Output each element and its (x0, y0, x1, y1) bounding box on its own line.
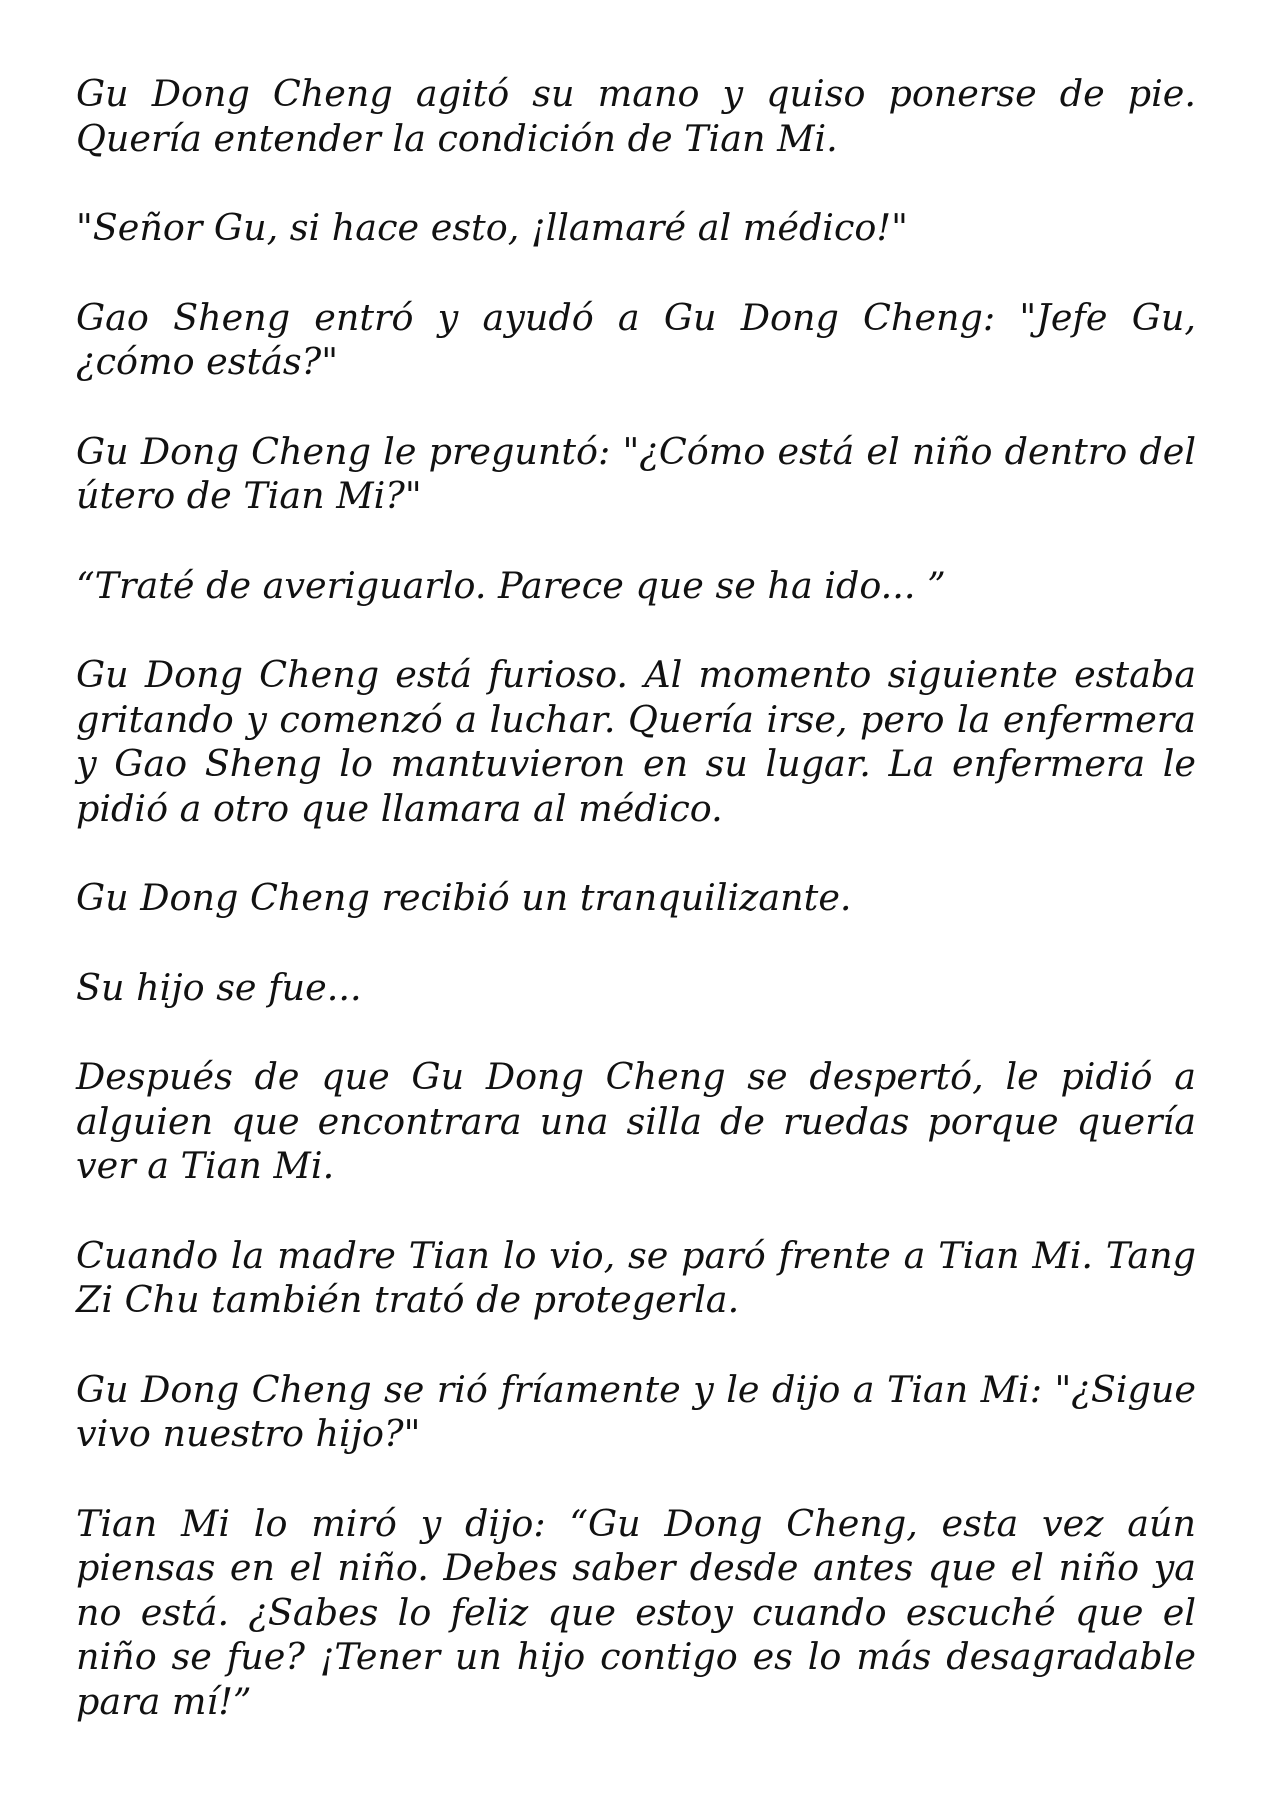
paragraph-11: Gu Dong Cheng se rió fríamente y le dijo a Tian Mi: "¿Sigue vivo nuestro hijo?" (76, 1367, 1196, 1455)
document-page (76, 72, 1196, 1724)
paragraph-4: Gu Dong Cheng le preguntó: "¿Cómo está el niño dentro del útero de Tian Mi?" (76, 429, 1196, 517)
paragraph-5: “Traté de averiguarlo. Parece que se ha ido... ” (76, 563, 946, 607)
paragraph-12: Tian Mi lo miró y dijo: “Gu Dong Cheng, esta vez aún piensas en el niño. Debes saber desde antes que el niño ya no está. ¿Sabes lo feliz que estoy cuando escuché que el niño se fue? ¡Tener un hijo contigo es lo más desagradable para mí!” (76, 1501, 1196, 1723)
paragraph-10: Cuando la madre Tian lo vio, se paró frente a Tian Mi. Tang Zi Chu también trató de protegerla. (76, 1233, 1196, 1321)
paragraph-8: Su hijo se fue... (76, 965, 362, 1009)
paragraph-3: Gao Sheng entró y ayudó a Gu Dong Cheng: "Jefe Gu, ¿cómo estás?" (76, 295, 1196, 383)
paragraph-6: Gu Dong Cheng está furioso. Al momento siguiente estaba gritando y comenzó a luchar. Quería irse, pero la enfermera y Gao Sheng lo mantuvieron en su lugar. La enfermera le pidió a otro que llamara al médico. (76, 653, 1196, 830)
paragraph-2: "Señor Gu, si hace esto, ¡llamaré al médico!" (76, 206, 908, 249)
paragraph-1: Gu Dong Cheng agitó su mano y quiso ponerse de pie. Quería entender la condición de Tian Mi. (76, 72, 1196, 160)
paragraph-9: Después de que Gu Dong Cheng se despertó, le pidió a alguien que encontrara una silla de ruedas porque quería ver a Tian Mi. (76, 1055, 1196, 1187)
paragraph-7: Gu Dong Cheng recibió un tranquilizante. (76, 876, 852, 919)
